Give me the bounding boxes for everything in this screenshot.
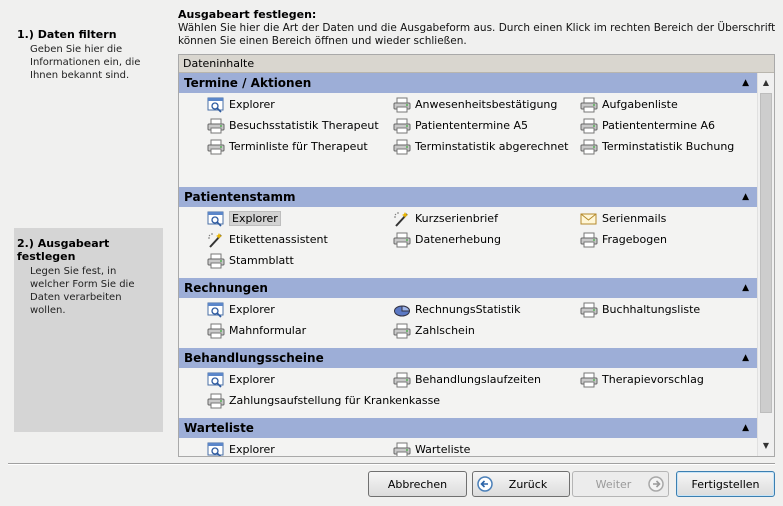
- data-content-list[interactable]: [178, 54, 775, 457]
- list-item-label: Aufgabenliste: [602, 98, 678, 111]
- list-item[interactable]: [393, 209, 498, 229]
- printer-icon: [393, 232, 411, 248]
- explorer-icon: [207, 372, 225, 388]
- list-item-label: Explorer: [229, 211, 281, 226]
- list-item-label: Kurzserienbrief: [415, 212, 498, 225]
- section-title: Termine / Aktionen: [184, 76, 312, 90]
- printer-icon: [207, 393, 225, 409]
- pie-chart-icon: [393, 302, 411, 318]
- page-header: [178, 8, 778, 48]
- list-item-label: RechnungsStatistik: [415, 303, 521, 316]
- printer-icon: [580, 302, 598, 318]
- printer-icon: [207, 323, 225, 339]
- printer-icon: [393, 323, 411, 339]
- list-item[interactable]: [580, 370, 704, 390]
- section-body: [179, 368, 757, 418]
- list-item[interactable]: [207, 95, 275, 115]
- list-item[interactable]: [580, 95, 678, 115]
- scroll-up-icon[interactable]: ▲: [762, 78, 770, 87]
- collapse-up-icon[interactable]: ▲: [742, 353, 749, 363]
- section-header[interactable]: [179, 73, 757, 93]
- scroll-thumb[interactable]: [760, 93, 772, 413]
- finish-label: Fertigstellen: [691, 478, 760, 491]
- printer-icon: [580, 139, 598, 155]
- back-button[interactable]: [472, 471, 570, 497]
- explorer-icon: [207, 442, 225, 457]
- list-item[interactable]: [393, 95, 557, 115]
- next-button[interactable]: [572, 471, 669, 497]
- collapse-up-icon[interactable]: ▲: [742, 192, 749, 202]
- step-title: 2.) Ausgabeart festlegen: [17, 237, 110, 263]
- arrow-left-icon: [477, 476, 493, 492]
- steps-panel: [8, 8, 171, 458]
- cancel-button[interactable]: [368, 471, 467, 497]
- collapse-up-icon[interactable]: ▲: [742, 283, 749, 293]
- list-item-label: Serienmails: [602, 212, 667, 225]
- next-label: Weiter: [595, 478, 632, 491]
- list-item-label: Mahnformular: [229, 324, 307, 337]
- list-item-label: Terminstatistik abgerechnet: [415, 140, 569, 153]
- section-container: [179, 73, 757, 457]
- printer-icon: [580, 97, 598, 113]
- section-title: Warteliste: [184, 421, 254, 435]
- back-label: Zurück: [508, 478, 548, 491]
- section-body: [179, 298, 757, 348]
- vertical-scrollbar[interactable]: [757, 73, 774, 456]
- step-title: 1.) Daten filtern: [17, 28, 117, 41]
- list-item[interactable]: [580, 230, 667, 250]
- explorer-icon: [207, 97, 225, 113]
- list-item-label: Behandlungslaufzeiten: [415, 373, 541, 386]
- section-header[interactable]: [179, 348, 757, 368]
- collapse-up-icon[interactable]: ▲: [742, 423, 749, 433]
- list-item-label: Therapievorschlag: [602, 373, 704, 386]
- list-item[interactable]: [393, 300, 520, 320]
- step-desc: Geben Sie hier die Informationen ein, die Ihnen bekannt sind.: [30, 44, 141, 81]
- list-item[interactable]: [207, 116, 379, 136]
- printer-icon: [393, 442, 411, 457]
- printer-icon: [393, 372, 411, 388]
- section-body: [179, 93, 757, 187]
- list-item-label: Anwesenheitsbestätigung: [415, 98, 558, 111]
- step-desc: Legen Sie fest, in welcher Form Sie die Daten verarbeiten wollen.: [30, 266, 135, 316]
- list-item[interactable]: [580, 300, 700, 320]
- mail-icon: [580, 211, 598, 227]
- list-item[interactable]: [207, 391, 440, 411]
- list-item-label: Buchhaltungsliste: [602, 303, 701, 316]
- explorer-icon: [207, 211, 225, 227]
- section-header[interactable]: [179, 418, 757, 438]
- printer-icon: [580, 372, 598, 388]
- cancel-label: Abbrechen: [387, 478, 448, 491]
- list-item-label: Explorer: [229, 303, 275, 316]
- list-item-label: Warteliste: [415, 443, 471, 456]
- list-item-label: Zahlungsaufstellung für Krankenkasse: [229, 394, 441, 407]
- list-item-label: Fragebogen: [602, 233, 667, 246]
- list-item-label: Stammblatt: [229, 254, 294, 267]
- list-item[interactable]: [580, 209, 666, 229]
- printer-icon: [207, 253, 225, 269]
- list-item[interactable]: [207, 209, 281, 229]
- page-title: Ausgabeart festlegen:: [178, 8, 317, 21]
- printer-icon: [393, 97, 411, 113]
- printer-icon: [207, 118, 225, 134]
- list-item[interactable]: [393, 137, 568, 157]
- page-description: Wählen Sie hier die Art der Daten und die Ausgabeform aus. Durch einen Klick im rechten Bereich der Überschrift können Sie einen Bereich öffnen und wieder schließen.: [178, 22, 776, 47]
- finish-button[interactable]: [676, 471, 775, 497]
- list-item[interactable]: [393, 321, 475, 341]
- printer-icon: [207, 139, 225, 155]
- list-item[interactable]: [393, 440, 470, 457]
- step-filter[interactable]: [14, 18, 163, 98]
- list-item[interactable]: [207, 440, 275, 457]
- section-header[interactable]: [179, 278, 757, 298]
- list-item-label: Besuchsstatistik Therapeut: [229, 119, 379, 132]
- list-item[interactable]: [207, 137, 368, 157]
- section-body: [179, 438, 757, 457]
- list-item[interactable]: [393, 370, 541, 390]
- printer-icon: [580, 118, 598, 134]
- list-item[interactable]: [207, 321, 306, 341]
- list-item-label: Explorer: [229, 373, 275, 386]
- explorer-icon: [207, 302, 225, 318]
- list-item-label: Terminliste für Therapeut: [229, 140, 368, 153]
- list-item-label: Terminstatistik Buchung: [602, 140, 735, 153]
- collapse-up-icon[interactable]: ▲: [742, 78, 749, 88]
- list-item[interactable]: [207, 370, 275, 390]
- list-item-label: Zahlschein: [415, 324, 475, 337]
- printer-icon: [393, 139, 411, 155]
- list-item-label: Patiententermine A6: [602, 119, 715, 132]
- divider: [8, 463, 775, 465]
- list-item[interactable]: [580, 116, 715, 136]
- list-item[interactable]: [207, 251, 294, 271]
- section-title: Rechnungen: [184, 281, 268, 295]
- arrow-right-icon: [648, 476, 664, 492]
- wizard-icon: [393, 211, 411, 227]
- step-output-type[interactable]: [14, 228, 163, 432]
- list-item-label: Explorer: [229, 98, 275, 111]
- scroll-down-icon[interactable]: ▼: [762, 441, 770, 450]
- printer-icon: [580, 232, 598, 248]
- list-item[interactable]: [393, 116, 528, 136]
- list-item[interactable]: [580, 137, 734, 157]
- list-item[interactable]: [207, 230, 328, 250]
- section-title: Patientenstamm: [184, 190, 296, 204]
- list-item[interactable]: [207, 300, 275, 320]
- printer-icon: [393, 118, 411, 134]
- list-item-label: Explorer: [229, 443, 275, 456]
- list-item-label: Datenerhebung: [415, 233, 502, 246]
- list-header: Dateninhalte: [179, 55, 774, 73]
- section-body: [179, 207, 757, 278]
- section-title: Behandlungsscheine: [184, 351, 324, 365]
- wizard-icon: [207, 232, 225, 248]
- section-header[interactable]: [179, 187, 757, 207]
- list-item-label: Etikettenassistent: [229, 233, 328, 246]
- list-item-label: Patiententermine A5: [415, 119, 528, 132]
- list-item[interactable]: [393, 230, 501, 250]
